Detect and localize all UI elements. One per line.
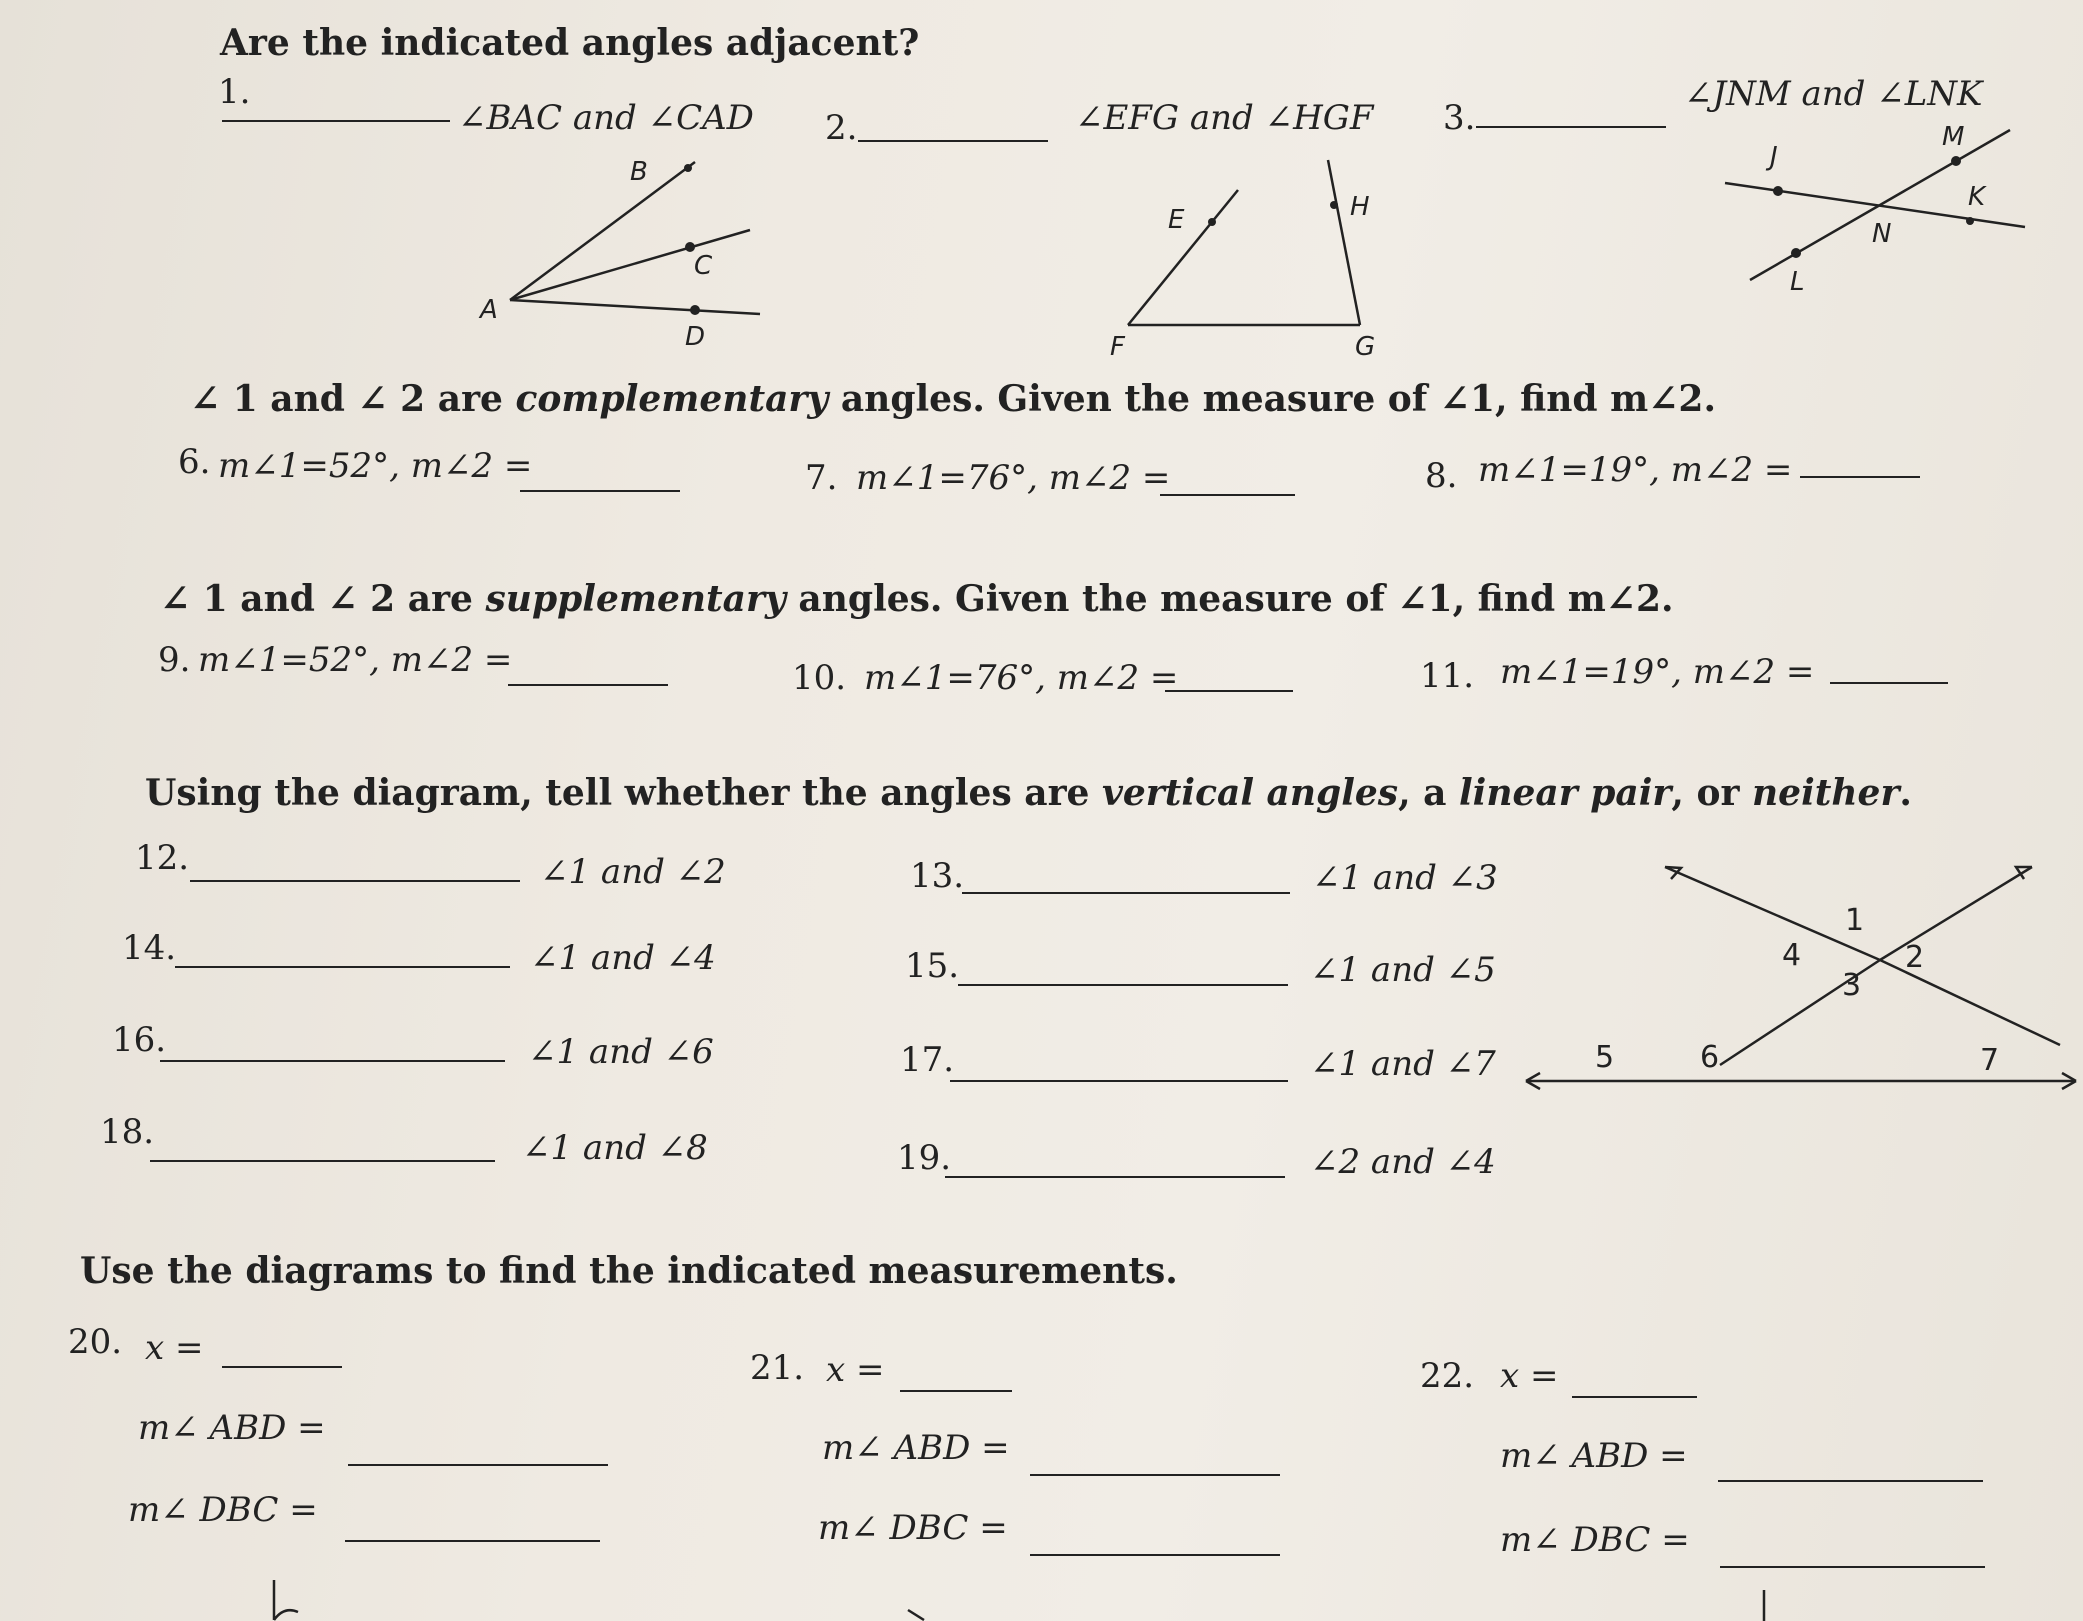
q2-angles: ∠EFG and ∠HGF [1075, 98, 1374, 138]
q10-number: 10. [792, 658, 847, 698]
label-k: K [1968, 182, 1986, 212]
q13-answer-blank[interactable] [962, 892, 1290, 894]
q21-number: 21. [750, 1348, 805, 1388]
q16-answer-blank[interactable] [160, 1060, 505, 1062]
angle-label-6: 6 [1700, 1040, 1720, 1075]
q15-number: 15. [905, 946, 960, 986]
q21-dbc-label: m∠ DBC = [818, 1508, 1008, 1548]
q10-answer-blank[interactable] [1165, 690, 1293, 692]
point-h [1330, 201, 1338, 209]
q7-expression: m∠1=76°, m∠2 = [856, 458, 1171, 498]
q18-angles: ∠1 and ∠8 [522, 1128, 708, 1168]
q21-x-blank[interactable] [900, 1390, 1012, 1392]
line-cd-cont [1880, 867, 2032, 960]
q6-number: 6. [178, 442, 211, 482]
q12-answer-blank[interactable] [190, 880, 520, 882]
vertical-heading-em3: neither [1751, 772, 1900, 814]
q21-dbc-blank[interactable] [1030, 1554, 1280, 1556]
q12-number: 12. [135, 838, 190, 878]
q6-expression: m∠1=52°, m∠2 = [218, 446, 533, 486]
ray-ac [510, 230, 750, 300]
q21-x-label: x = [826, 1350, 885, 1390]
angle-label-2: 2 [1905, 940, 1925, 975]
q21-abd-label: m∠ ABD = [822, 1428, 1010, 1468]
q22-dbc-blank[interactable] [1720, 1566, 1985, 1568]
q19-angles: ∠2 and ∠4 [1310, 1142, 1496, 1182]
point-l [1791, 248, 1801, 258]
diagram-efg-hgf [1100, 150, 1400, 360]
label-j: J [1770, 142, 1778, 172]
label-c: C [694, 251, 713, 281]
label-h: H [1350, 192, 1370, 222]
q3-number: 3. [1443, 98, 1476, 138]
q2-number: 2. [825, 108, 858, 148]
q1-number: 1. [218, 72, 251, 112]
angle-label-4: 4 [1782, 938, 1802, 973]
supplementary-heading-em: supplementary [485, 578, 786, 620]
adjacent-heading: Are the indicated angles adjacent? [220, 22, 920, 64]
q12-angles: ∠1 and ∠2 [540, 852, 726, 892]
q8-expression: m∠1=19°, m∠2 = [1478, 450, 1793, 490]
angle-label-5: 5 [1595, 1040, 1615, 1075]
q8-number: 8. [1425, 456, 1458, 496]
q14-answer-blank[interactable] [175, 966, 510, 968]
vertical-heading-em1: vertical angles [1101, 772, 1399, 814]
complementary-heading-pre: ∠ 1 and ∠ 2 are [190, 378, 516, 420]
q22-dbc-label: m∠ DBC = [1500, 1520, 1690, 1560]
ray-ad [510, 300, 760, 314]
label-a: A [480, 295, 498, 325]
q1-angles: ∠BAC and ∠CAD [458, 98, 754, 138]
q17-number: 17. [900, 1040, 955, 1080]
label-f: F [1110, 332, 1125, 362]
label-b: B [630, 157, 648, 187]
diagram-jnm-lnk [1720, 115, 2040, 295]
angle-label-3: 3 [1842, 968, 1862, 1003]
fragment-21 [908, 1610, 924, 1620]
supplementary-heading-post: angles. Given the measure of ∠1, find m∠2. [785, 578, 1674, 620]
angle-label-7: 7 [1980, 1043, 2000, 1078]
ray-ab [510, 162, 695, 300]
point-b [684, 164, 692, 172]
q14-number: 14. [122, 928, 177, 968]
q22-abd-label: m∠ ABD = [1500, 1436, 1688, 1476]
label-d: D [685, 322, 706, 352]
angle-label-1: 1 [1845, 903, 1865, 938]
q11-number: 11. [1420, 656, 1475, 696]
point-k [1966, 217, 1974, 225]
complementary-heading-post: angles. Given the measure of ∠1, find m∠2. [828, 378, 1716, 420]
supplementary-heading-pre: ∠ 1 and ∠ 2 are [160, 578, 486, 620]
q18-number: 18. [100, 1112, 155, 1152]
q19-number: 19. [897, 1138, 952, 1178]
q6-answer-blank[interactable] [520, 490, 680, 492]
q10-expression: m∠1=76°, m∠2 = [864, 658, 1179, 698]
q22-x-blank[interactable] [1572, 1396, 1697, 1398]
vertical-heading-em2: linear pair [1459, 772, 1672, 814]
q19-answer-blank[interactable] [945, 1176, 1285, 1178]
q3-answer-blank[interactable] [1476, 126, 1666, 128]
q7-answer-blank[interactable] [1160, 494, 1295, 496]
q20-number: 20. [68, 1322, 123, 1362]
q8-answer-blank[interactable] [1800, 476, 1920, 478]
q17-answer-blank[interactable] [950, 1080, 1288, 1082]
q20-abd-label: m∠ ABD = [138, 1408, 326, 1448]
q17-angles: ∠1 and ∠7 [1310, 1044, 1496, 1084]
diagram-bac-cad [470, 150, 790, 360]
q15-angles: ∠1 and ∠5 [1310, 950, 1496, 990]
q13-angles: ∠1 and ∠3 [1312, 858, 1498, 898]
supplementary-heading [160, 578, 1674, 620]
vertical-heading-pre: Using the diagram, tell whether the angles are [145, 772, 1102, 814]
q20-x-label: x = [145, 1328, 204, 1368]
diagram-intersecting-lines [1520, 855, 2080, 1095]
q2-answer-blank[interactable] [858, 140, 1048, 142]
fragment-20 [274, 1580, 298, 1620]
q9-answer-blank[interactable] [508, 684, 668, 686]
label-m: M [1942, 122, 1965, 152]
label-e: E [1168, 205, 1185, 235]
q22-number: 22. [1420, 1356, 1475, 1396]
q21-abd-blank[interactable] [1030, 1474, 1280, 1476]
point-e [1208, 218, 1216, 226]
q20-abd-blank[interactable] [348, 1464, 608, 1466]
measurements-heading: Use the diagrams to find the indicated measurements. [80, 1250, 1178, 1292]
ray-gh [1328, 160, 1360, 325]
vertical-heading [145, 772, 1912, 814]
q20-dbc-blank[interactable] [345, 1540, 600, 1542]
q20-dbc-label: m∠ DBC = [128, 1490, 318, 1530]
q22-abd-blank[interactable] [1718, 1480, 1983, 1482]
q16-angles: ∠1 and ∠6 [528, 1032, 714, 1072]
label-n: N [1872, 219, 1892, 249]
vertical-heading-mid2: , or [1671, 772, 1752, 814]
q18-answer-blank[interactable] [150, 1160, 495, 1162]
q3-angles: ∠JNM and ∠LNK [1684, 74, 1983, 114]
q14-angles: ∠1 and ∠4 [530, 938, 716, 978]
vertical-heading-end: . [1899, 772, 1912, 814]
complementary-heading-em: complementary [515, 378, 829, 420]
q7-number: 7. [805, 458, 838, 498]
q9-expression: m∠1=52°, m∠2 = [198, 640, 513, 680]
q22-x-label: x = [1500, 1356, 1559, 1396]
point-j [1773, 186, 1783, 196]
q1-answer-blank[interactable] [222, 120, 450, 122]
point-d [690, 305, 700, 315]
q11-answer-blank[interactable] [1830, 682, 1948, 684]
q16-number: 16. [112, 1020, 167, 1060]
q9-number: 9. [158, 640, 191, 680]
q15-answer-blank[interactable] [958, 984, 1288, 986]
q13-number: 13. [910, 856, 965, 896]
vertical-heading-mid1: , a [1398, 772, 1459, 814]
label-g: G [1355, 332, 1376, 362]
complementary-heading [190, 378, 1716, 420]
diagram-fragments-bottom [260, 1570, 1820, 1621]
label-l: L [1790, 267, 1805, 297]
point-m [1951, 156, 1961, 166]
q11-expression: m∠1=19°, m∠2 = [1500, 652, 1815, 692]
q20-x-blank[interactable] [222, 1366, 342, 1368]
